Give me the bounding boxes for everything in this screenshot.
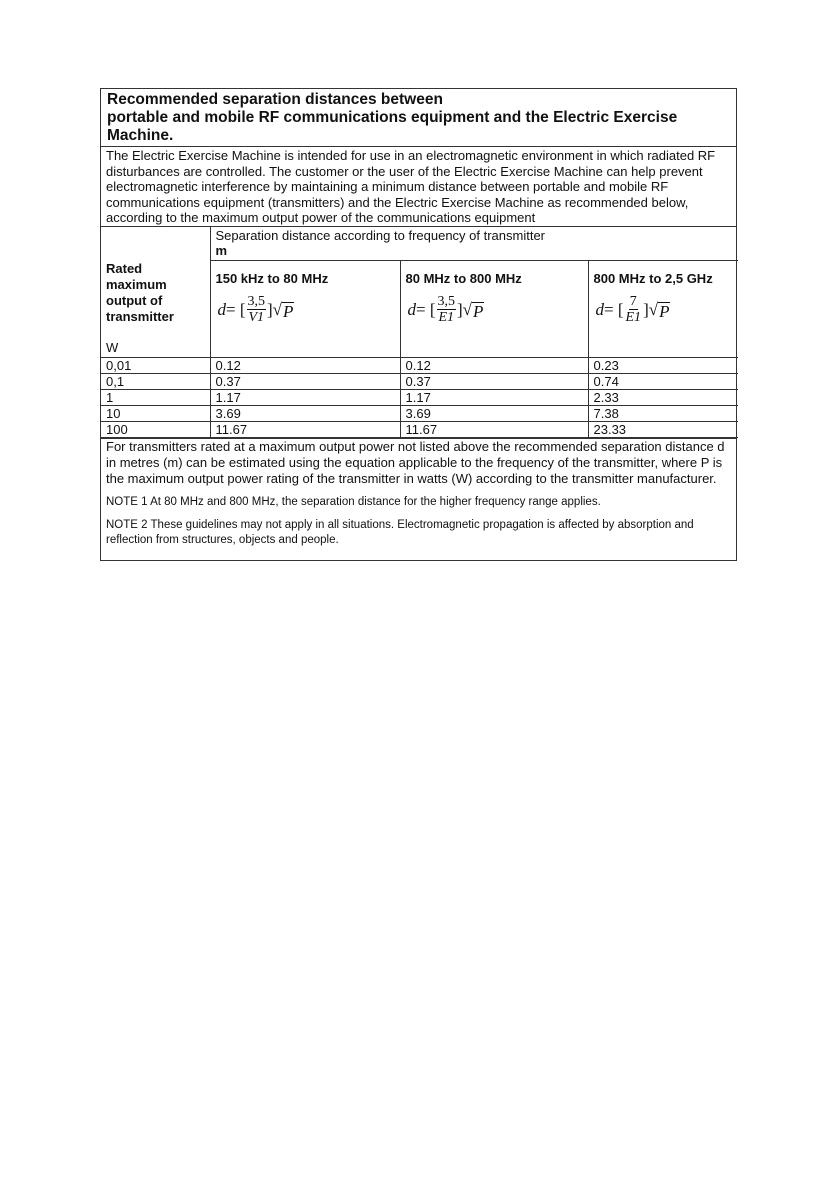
- frequency-range-label: 80 MHz to 800 MHz: [405, 271, 522, 287]
- table-cell: 0.37: [400, 374, 588, 390]
- note-1: NOTE 1 At 80 MHz and 800 MHz, the separation distance for the higher frequency range applies.: [106, 496, 601, 508]
- table-row: [101, 374, 738, 390]
- table-cell: 0,1: [101, 374, 210, 390]
- table-cell: 100: [101, 422, 210, 438]
- intro-paragraph: The Electric Exercise Machine is intended for use in an electromagnetic environment in which radiated RF disturbances are controlled. The customer or the user of the Electric Exercise Machine can help prevent electromagnetic interference by maintaining a minimum distance between portable and mobile RF communications equipment (transmitters) and the Electric Exercise Machine as recommended below, according to the maximum output power of the communications equipment: [101, 147, 736, 227]
- separation-table: [101, 227, 738, 438]
- table-cell: 1.17: [210, 390, 400, 406]
- note-2: NOTE 2 These guidelines may not apply in all situations. Electromagnetic propagation is affected by absorption and reflection from structures, objects and people.: [106, 519, 694, 546]
- table-row: [101, 422, 738, 438]
- distance-formula: d = [ $\frac{7}{E1}$ ] √ P: [595, 294, 670, 326]
- table-cell: 11.67: [210, 422, 400, 438]
- table-cell: 0,01: [101, 358, 210, 374]
- table-cell: 23.33: [588, 422, 738, 438]
- table-row: [101, 358, 738, 374]
- formula-sqrt: √ P: [462, 299, 484, 321]
- frequency-range-label: 800 MHz to 2,5 GHz: [593, 271, 713, 287]
- frequency-column-header: [588, 261, 738, 358]
- table-cell: 7.38: [588, 406, 738, 422]
- frequency-column-header: [210, 261, 400, 358]
- table-cell: 3.69: [400, 406, 588, 422]
- table-cell: 0.12: [400, 358, 588, 374]
- footer-paragraph: For transmitters rated at a maximum output power not listed above the recommended separation distance d in metres (m) can be estimated using the equation applicable to the frequency of the transmitter, where P is the maximum output power rating of the transmitter in watts (W) according to the transmitter manufacturer.: [106, 439, 725, 486]
- table-cell: 0.74: [588, 374, 738, 390]
- table-cell: 0.12: [210, 358, 400, 374]
- formula-sqrt: √ P: [648, 299, 670, 321]
- table-cell: 0.37: [210, 374, 400, 390]
- frequency-column-header: [400, 261, 588, 358]
- rated-output-label: Rated maximum output of transmitter: [106, 261, 174, 324]
- table-cell: 10: [101, 406, 210, 422]
- distance-formula: d = [ $\frac{3,5}{V1}$ ] √ P: [217, 294, 294, 326]
- table-cell: 11.67: [400, 422, 588, 438]
- rated-output-header: [101, 227, 210, 358]
- formula-sqrt: √ P: [272, 299, 294, 321]
- separation-distance-header: [210, 227, 738, 261]
- separation-unit: m: [215, 243, 228, 258]
- rated-output-unit: W: [106, 340, 119, 355]
- table-cell: 2.33: [588, 390, 738, 406]
- formula-fraction: $\frac{3,5}{E1}$: [437, 294, 455, 326]
- distance-formula: d = [ $\frac{3,5}{E1}$ ] √ P: [407, 294, 484, 326]
- formula-fraction: $\frac{7}{E1}$: [625, 294, 642, 326]
- table-cell: 0.23: [588, 358, 738, 374]
- table-cell: 3.69: [210, 406, 400, 422]
- separation-distance-document: [100, 88, 737, 561]
- table-cell: 1: [101, 390, 210, 406]
- title-line: portable and mobile RF communications equipment and the Electric Exercise Machine.: [107, 109, 678, 144]
- footer-notes: [101, 438, 736, 560]
- separation-header-text: Separation distance according to frequency of transmitter: [215, 228, 546, 243]
- table-cell: 1.17: [400, 390, 588, 406]
- frequency-range-label: 150 kHz to 80 MHz: [215, 271, 329, 287]
- table-row: [101, 390, 738, 406]
- table-row: [101, 406, 738, 422]
- title-line: Recommended separation distances between: [107, 91, 443, 108]
- document-title: [101, 89, 736, 147]
- formula-fraction: $\frac{3,5}{V1}$: [247, 294, 265, 326]
